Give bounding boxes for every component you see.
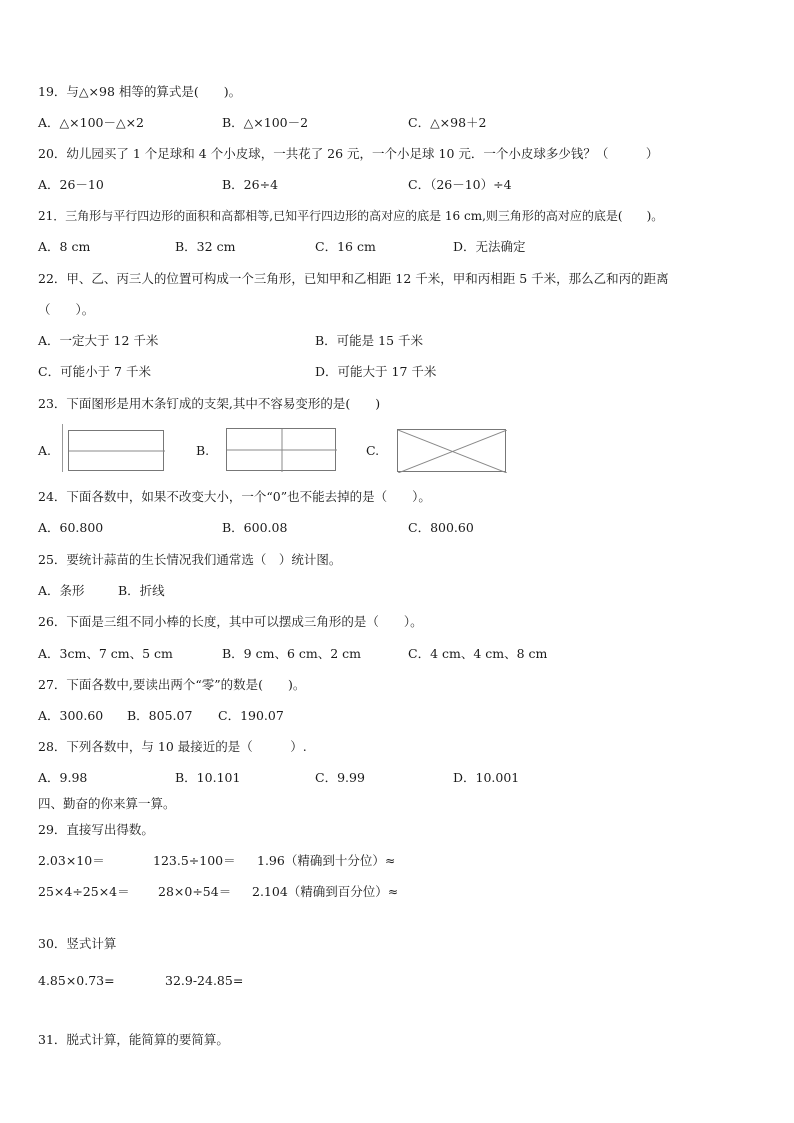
question-22-cont: （ ）。	[38, 302, 95, 317]
q24-option-c: C．800.60	[408, 520, 474, 535]
q26-option-a: A．3cm、7 cm、5 cm	[38, 646, 173, 661]
figure-a-brace	[69, 431, 165, 472]
q21-option-b: B．32 cm	[175, 239, 236, 254]
figure-c-diagonals	[398, 430, 507, 473]
question-22: 22．甲、乙、丙三人的位置可构成一个三角形，已知甲和乙相距 12 千米，甲和丙相距 5 千米，那么乙和丙的距离	[38, 271, 669, 286]
q19-option-a: A．△×100－△×2	[38, 115, 145, 130]
q26-option-b: B．9 cm、6 cm、2 cm	[222, 646, 362, 661]
question-24: 24．下面各数中，如果不改变大小，一个“0”也不能去掉的是（ ）。	[38, 489, 431, 504]
q25-option-b: B．折线	[118, 583, 165, 598]
q22-option-a: A．一定大于 12 千米	[38, 333, 159, 348]
q19-option-b: B．△×100－2	[222, 115, 309, 130]
q21-option-c: C．16 cm	[315, 239, 376, 254]
q20-option-a: A．26－10	[38, 177, 104, 192]
q28-option-a: A．9.98	[38, 770, 88, 785]
figure-c-rectangle	[397, 429, 506, 472]
q27-option-b: B．805.07	[127, 708, 193, 723]
figure-a-edge	[62, 424, 63, 472]
section-4-title: 四、勤奋的你来算一算。	[38, 796, 176, 811]
q21-option-d: D．无法确定	[453, 239, 526, 254]
q23-option-a: A.	[38, 443, 52, 458]
q24-option-a: A．60.800	[38, 520, 104, 535]
q22-option-c: C．可能小于 7 千米	[38, 364, 151, 379]
question-31: 31．脱式计算，能简算的要简算。	[38, 1032, 229, 1047]
q20-option-c: C．（26－10）÷4	[408, 177, 512, 192]
question-19: 19．与△×98 相等的算式是( )。	[38, 84, 242, 99]
question-27: 27．下面各数中,要读出两个“零”的数是( )。	[38, 677, 306, 692]
q29-r1-c1: 2.03×10＝	[38, 853, 105, 868]
q23-option-b: B.	[196, 443, 210, 458]
question-30: 30．竖式计算	[38, 936, 117, 951]
q24-option-b: B．600.08	[222, 520, 288, 535]
q23-option-c: C.	[366, 443, 380, 458]
q20-option-b: B．26÷4	[222, 177, 279, 192]
question-25: 25．要统计蒜苗的生长情况我们通常选（ ）统计图。	[38, 552, 342, 567]
q28-option-c: C．9.99	[315, 770, 365, 785]
q29-r2-c1: 25×4÷25×4＝	[38, 884, 130, 899]
q29-r1-c3: 1.96（精确到十分位）≈	[257, 853, 396, 868]
figure-b-rectangle	[226, 428, 336, 471]
q21-option-a: A．8 cm	[38, 239, 91, 254]
q28-option-b: B．10.101	[175, 770, 241, 785]
q29-r2-c3: 2.104（精确到百分位）≈	[252, 884, 399, 899]
q27-option-c: C．190.07	[218, 708, 284, 723]
q27-option-a: A．300.60	[38, 708, 104, 723]
question-28: 28．下列各数中，与 10 最接近的是（ ）.	[38, 739, 307, 754]
q19-option-c: C．△×98＋2	[408, 115, 487, 130]
q26-option-c: C．4 cm、4 cm、8 cm	[408, 646, 548, 661]
q25-option-a: A．条形	[38, 583, 85, 598]
q30-expr-1: 4.85×0.73=	[38, 973, 115, 988]
q30-expr-2: 32.9-24.85=	[165, 973, 244, 988]
question-21: 21．三角形与平行四边形的面积和高都相等,已知平行四边形的高对应的底是 16 cm,则三角形的高对应的底是( )。	[38, 209, 664, 223]
figure-a-rectangle	[68, 430, 164, 471]
figure-b-braces	[227, 429, 337, 472]
q22-option-b: B．可能是 15 千米	[315, 333, 424, 348]
question-26: 26．下面是三组不同小棒的长度，其中可以摆成三角形的是（ ）。	[38, 614, 423, 629]
question-23: 23．下面图形是用木条钉成的支架,其中不容易变形的是( )	[38, 396, 381, 411]
q29-r2-c2: 28×0÷54＝	[158, 884, 232, 899]
question-20: 20．幼儿园买了 1 个足球和 4 个小皮球，一共花了 26 元，一个小足球 10 元．一个小皮球多少钱？（ ）	[38, 146, 659, 161]
q28-option-d: D．10.001	[453, 770, 520, 785]
q22-option-d: D．可能大于 17 千米	[315, 364, 437, 379]
q29-r1-c2: 123.5÷100＝	[153, 853, 236, 868]
question-29: 29．直接写出得数。	[38, 822, 154, 837]
